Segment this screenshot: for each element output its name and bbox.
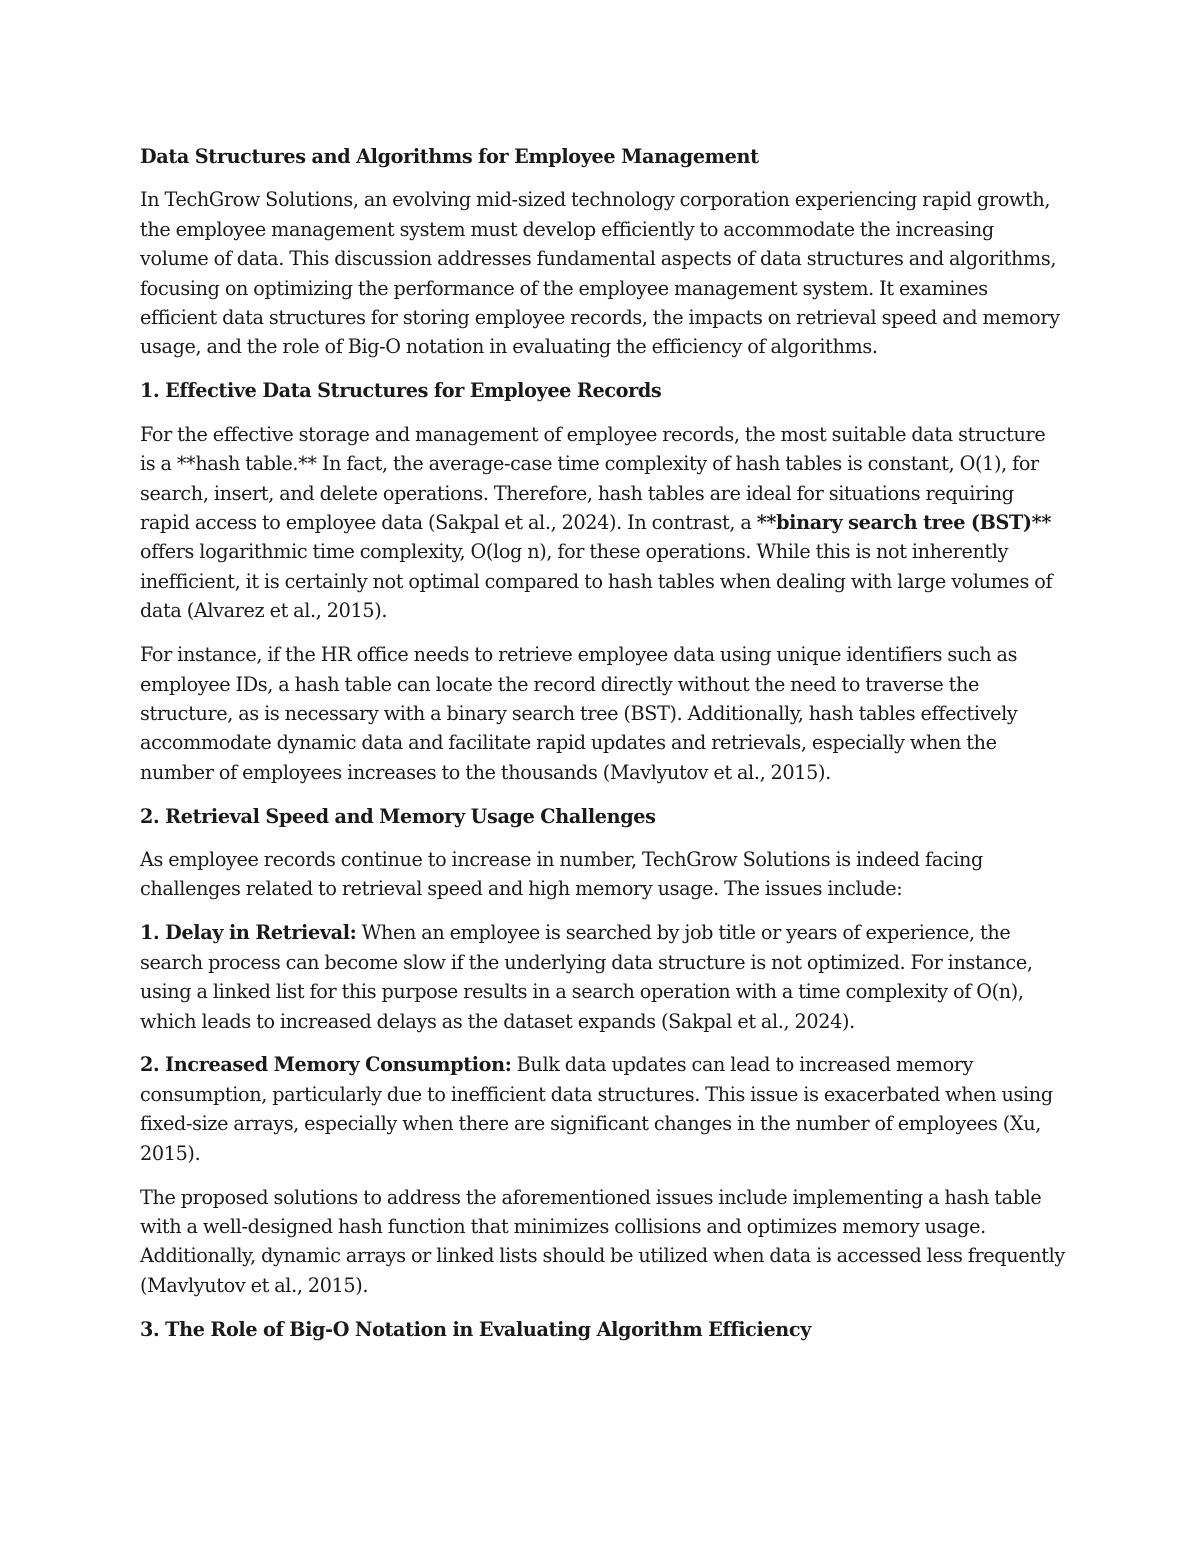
section-2-heading: 2. Retrieval Speed and Memory Usage Challenges: [140, 804, 656, 828]
section-2-item-1-label: 1. Delay in Retrieval:: [140, 921, 357, 945]
intro-paragraph: In TechGrow Solutions, an evolving mid-sized technology corporation experiencing rapid growth, the employee management system must develop efficiently to accommodate the increasing volume of data. This discussion addresses fundamental aspects of data structures and algorithms, focusing on optimizing the performance of the employee management system. It examines efficient data structures for storing employee records, the impacts on retrieval speed and memory usage, and the role of Big-O notation in evaluating the efficiency of algorithms.: [140, 188, 1060, 359]
section-1-paragraph-2: For instance, if the HR office needs to retrieve employee data using unique identifiers such as employee IDs, a hash table can locate the record directly without the need to traverse the structure, as is necessary with a binary search tree (BST). Additionally, hash tables effectively accommodate dynamic data and facilitate rapid updates and retrievals, especially when the number of employees increases to the thousands (Mavlyutov et al., 2015).: [140, 643, 1018, 784]
document-title: Data Structures and Algorithms for Employee Management: [140, 145, 759, 168]
section-2-paragraph-2: The proposed solutions to address the aforementioned issues include implementing a hash table with a well-designed hash function that minimizes collisions and optimizes memory usage. Additionally, dynamic arrays or linked lists should be utilized when data is accessed less frequently (Mavlyutov et al., 2015).: [140, 1185, 1065, 1297]
section-3-heading: 3. The Role of Big-O Notation in Evaluating Algorithm Efficiency: [140, 1317, 812, 1341]
section-1-heading: 1. Effective Data Structures for Employee Records: [140, 379, 662, 403]
section-2-item-1-text: When an employee is searched by job title or years of experience, the search process can become slow if the underlying data structure is not optimized. For instance, using a linked list for this purpose results in a search operation with a time complexity of O(n), which leads to increased delays as the dataset expands (Sakpal et al., 2024).: [140, 921, 1033, 1033]
section-1-p1-text-a: For the effective storage and management of employee records, the most suitable data structure is a **hash table.** In fact, the average-case time complexity of hash tables is constant, O(1), for search, insert, and delete operations. Therefore, hash tables are ideal for situations requiring rapid access to employee data (Sakpal et al., 2024). In contrast, a: [140, 422, 1046, 534]
section-2-item-2: [140, 1050, 1065, 1168]
section-2-item-2-label: 2. Increased Memory Consumption:: [140, 1053, 512, 1077]
section-2-item-1: [140, 918, 1065, 1036]
section-2-item-2-text: Bulk data updates can lead to increased memory consumption, particularly due to inefficient data structures. This issue is exacerbated when using fixed-size arrays, especially when there are significant changes in the number of employees (Xu, 2015).: [140, 1053, 1053, 1165]
document-page: [140, 142, 1065, 1358]
section-1-paragraph-1: [140, 420, 1065, 626]
section-1-p1-bold: **binary search tree (BST)**: [756, 510, 1052, 534]
section-1-p1-text-b: offers logarithmic time complexity, O(log n), for these operations. While this is not inherently inefficient, it is certainly not optimal compared to hash tables when dealing with large volumes of data (Alvarez et al., 2015).: [140, 540, 1053, 623]
section-2-paragraph-1: As employee records continue to increase in number, TechGrow Solutions is indeed facing challenges related to retrieval speed and high memory usage. The issues include:: [140, 848, 983, 901]
